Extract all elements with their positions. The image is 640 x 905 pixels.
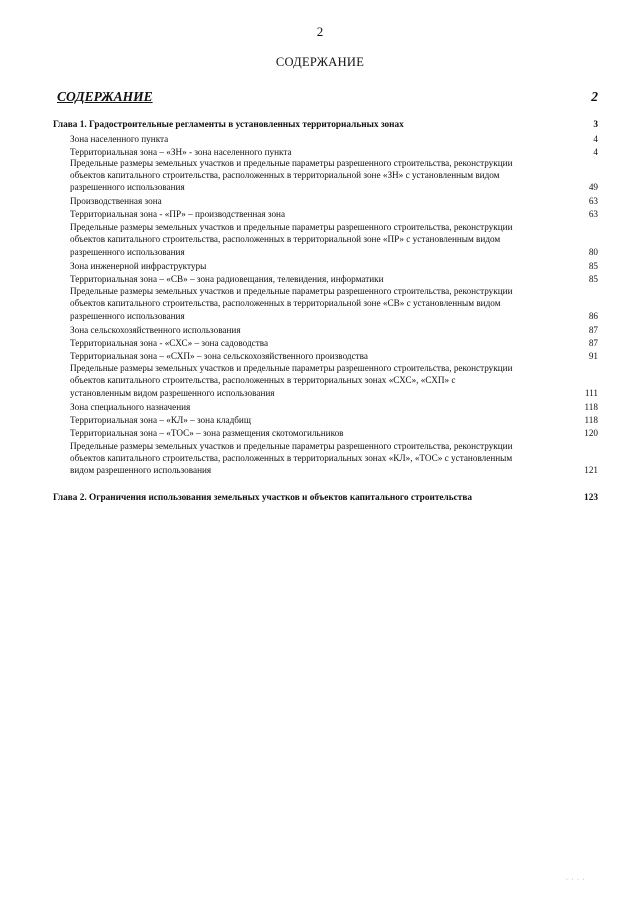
toc-page-number: 85 [588, 261, 598, 271]
page-number: 2 [316, 24, 324, 39]
toc-page-number: 2 [591, 89, 598, 104]
toc-entry[interactable] [70, 147, 598, 157]
toc-page-number: 111 [584, 388, 598, 398]
toc-entry-title: разрешенного использования [70, 182, 185, 192]
toc-entry[interactable] [70, 261, 598, 271]
toc-entry-title: Производственная зона [70, 196, 162, 206]
toc-entry[interactable] [70, 338, 598, 348]
toc-entry-title: разрешенного использования [70, 247, 185, 257]
toc-entry[interactable] [70, 274, 598, 284]
toc-entry-title: Территориальная зона - «ПР» – производственная зона [70, 209, 286, 219]
toc-entry-title: Зона населенного пункта [70, 134, 169, 144]
toc-page-number: 3 [593, 120, 598, 130]
toc-entry-line: объектов капитального строительства, расположенных в территориальных зонах «СХС», «СХП» с [70, 375, 456, 385]
toc-entry[interactable] [70, 182, 598, 192]
toc-entry-line: Предельные размеры земельных участков и предельные параметры разрешенного строительства, реконструкции [70, 286, 513, 296]
toc-page-number: 91 [588, 351, 598, 361]
toc-page-number: 118 [584, 415, 598, 425]
toc-entry[interactable] [70, 134, 598, 144]
toc-entry[interactable] [70, 247, 598, 257]
toc-entry-title: Территориальная зона – «КЛ» – зона кладбищ [70, 415, 251, 425]
toc-entry-line: Предельные размеры земельных участков и предельные параметры разрешенного строительства, реконструкции [70, 158, 513, 168]
toc-entry-line: Предельные размеры земельных участков и предельные параметры разрешенного строительства, реконструкции [70, 441, 513, 451]
toc-page-number: 86 [588, 311, 598, 321]
toc-page-number: 63 [588, 196, 598, 206]
toc-entry-title: разрешенного использования [70, 311, 185, 321]
toc-entry-title: видом разрешенного использования [70, 465, 212, 475]
document-title: СОДЕРЖАНИЕ [275, 55, 365, 69]
toc-entry-title: Глава 2. Ограничения использования земельных участков и объектов капитального строительства [53, 493, 473, 503]
toc-page-number: 63 [588, 209, 598, 219]
toc-entry-title: Зона специального назначения [70, 402, 191, 412]
toc-entry-title: Зона инженерной инфраструктуры [70, 261, 207, 271]
toc-entry-line: объектов капитального строительства, расположенных в территориальной зоне «ЗН» с установленным видом [70, 170, 500, 180]
toc-page-number: 4 [593, 147, 598, 157]
toc-entry-title: Территориальная зона – «СВ» – зона радиовещания, телевидения, информатики [70, 274, 384, 284]
toc-entry[interactable] [70, 311, 598, 321]
toc-entry[interactable] [70, 196, 598, 206]
toc-page-number: 80 [588, 247, 598, 257]
toc-entry[interactable] [70, 325, 598, 335]
toc-entry-title: Глава 1. Градостроительные регламенты в установленных территориальных зонах [53, 120, 404, 130]
toc-entry-title: Территориальная зона – «ЗН» - зона населенного пункта [70, 147, 292, 157]
toc-entry[interactable] [70, 428, 598, 438]
toc-entry[interactable] [70, 388, 598, 398]
toc-entry[interactable] [70, 465, 598, 475]
toc-main-entry[interactable] [57, 89, 598, 105]
toc-entry-line: объектов капитального строительства, расположенных в территориальной зоне «СВ» с установленным видом [70, 298, 501, 308]
toc-page-number: 4 [593, 134, 598, 144]
toc-chapter-1[interactable] [53, 120, 598, 130]
toc-entry-line: Предельные размеры земельных участков и предельные параметры разрешенного строительства, реконструкции [70, 222, 513, 232]
toc-entry-line: объектов капитального строительства, расположенных в территориальных зонах «КЛ», «ТОС» с установленным [70, 453, 513, 463]
toc-page-number: 118 [584, 402, 598, 412]
toc-entry-title: Территориальная зона – «СХП» – зона сельскохозяйственного производства [70, 351, 368, 361]
toc-entry[interactable] [70, 351, 598, 361]
toc-entry-title: Территориальная зона – «ТОС» – зона размещения скотомогильников [70, 428, 344, 438]
toc-page-number: 120 [584, 428, 598, 438]
toc-page-number: 121 [584, 465, 598, 475]
toc-entry[interactable] [70, 415, 598, 425]
toc-entry-title: установленным видом разрешенного использования [70, 388, 275, 398]
toc-page-number: 123 [584, 493, 598, 503]
toc-entry[interactable] [70, 402, 598, 412]
toc-entry-line: Предельные размеры земельных участков и предельные параметры разрешенного строительства, реконструкции [70, 363, 513, 373]
toc-entry-line: объектов капитального строительства, расположенных в территориальной зоне «ПР» с установленным видом [70, 234, 501, 244]
toc-chapter-2[interactable] [53, 493, 598, 503]
toc-page-number: 49 [588, 182, 598, 192]
toc-page-number: 87 [588, 325, 598, 335]
scan-mark: · · · · [566, 877, 586, 883]
toc-entry[interactable] [70, 209, 598, 219]
toc-page-number: 87 [588, 338, 598, 348]
toc-entry-title: Территориальная зона - «СХС» – зона садоводства [70, 338, 269, 348]
toc-page-number: 85 [588, 274, 598, 284]
toc-main-title: СОДЕРЖАНИЕ [57, 89, 153, 104]
toc-entry-title: Зона сельскохозяйственного использования [70, 325, 241, 335]
